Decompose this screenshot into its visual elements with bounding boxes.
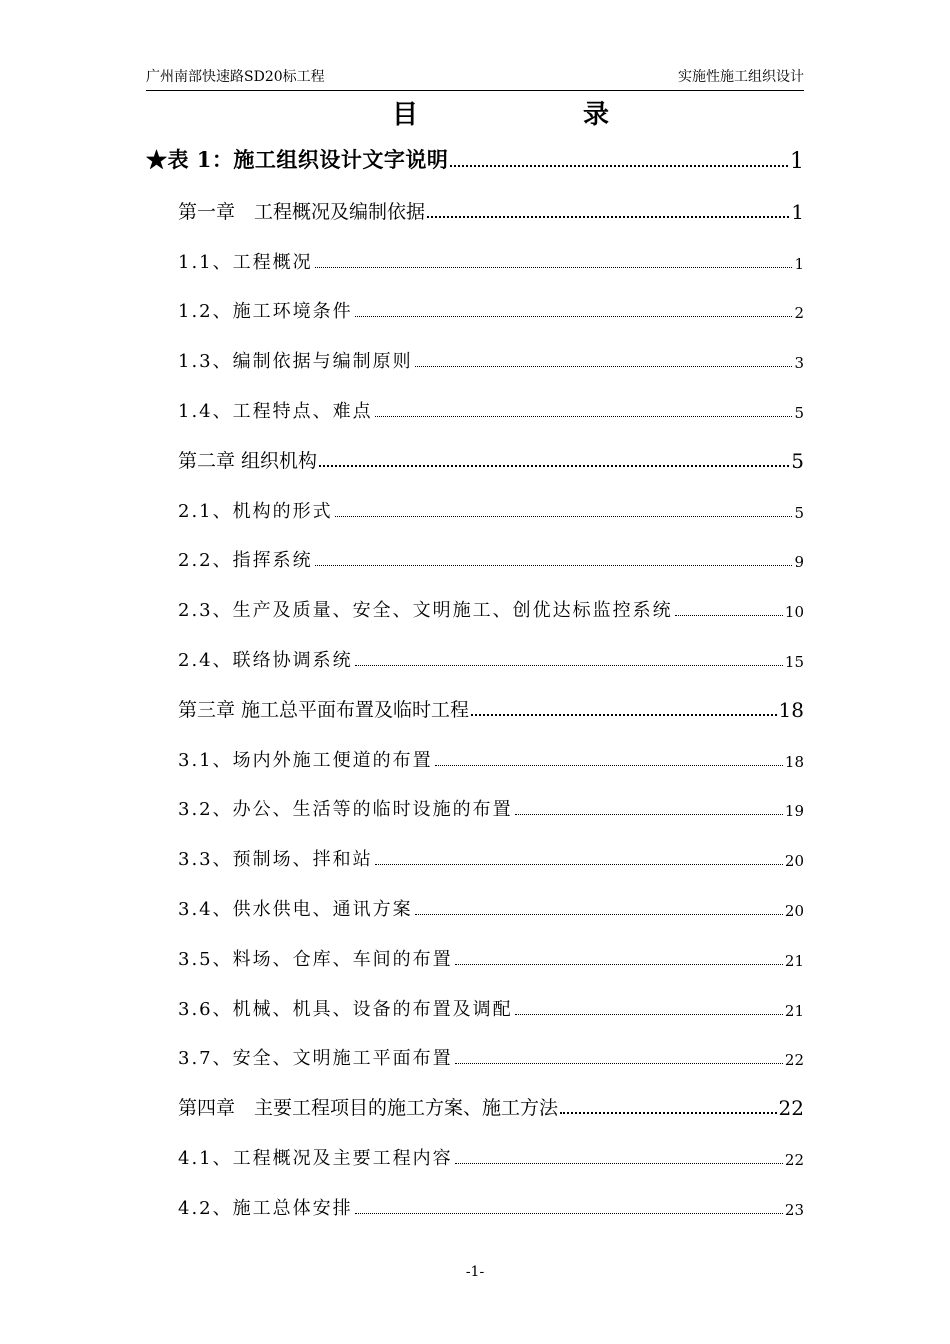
toc-entry-page-number: 20: [784, 852, 804, 871]
toc-dot-leader: [315, 565, 793, 566]
toc-dot-leader: [455, 964, 783, 965]
toc-entry-text: 3.6、机械、机具、设备的布置及调配: [178, 998, 513, 1020]
toc-title: [0, 100, 950, 130]
toc-subsection-entry[interactable]: [178, 887, 804, 921]
toc-dot-leader: [315, 267, 793, 268]
toc-dot-leader: [435, 765, 783, 766]
toc-entry-page-number: 19: [784, 802, 804, 821]
toc-dot-leader: [355, 1213, 783, 1214]
toc-entry-text: 第四章 主要工程项目的施工方案、施工方法: [178, 1097, 559, 1120]
toc-entry-page-number: 18: [784, 752, 804, 771]
toc-dot-leader: [515, 814, 783, 815]
toc-entry-page-number: 15: [784, 653, 804, 671]
toc-entry-page-number: 22: [784, 1151, 804, 1169]
toc-entry-text: 第三章 施工总平面布置及临时工程: [178, 698, 470, 721]
toc-entry-page-number: 9: [794, 553, 804, 572]
toc-entry-text: 3.5、料场、仓库、车间的布置: [178, 948, 453, 970]
toc-dot-leader: [355, 665, 783, 666]
toc-subsection-entry[interactable]: [178, 240, 804, 274]
toc-entry-text: 1.3、编制依据与编制原则: [178, 351, 413, 373]
toc-subsection-entry[interactable]: [178, 389, 804, 423]
toc-subsection-entry[interactable]: [178, 987, 804, 1021]
toc-entry-page-number: 10: [784, 603, 804, 622]
toc-entry-text: 3.7、安全、文明施工平面布置: [178, 1048, 453, 1070]
toc-entry-page-number: 22: [778, 1096, 804, 1121]
toc-entry-text: 2.3、生产及质量、安全、文明施工、创优达标监控系统: [178, 600, 673, 622]
toc-entry-page-number: 21: [784, 1001, 804, 1020]
toc-entry-page-number: 21: [784, 951, 804, 970]
toc-dot-leader: [675, 615, 783, 616]
toc-entry-text: 4.2、施工总体安排: [178, 1197, 353, 1219]
toc-subsection-entry[interactable]: [178, 787, 804, 821]
toc-entry-text: 1.1、工程概况: [178, 251, 313, 273]
toc-entry-text: 2.4、联络协调系统: [178, 650, 353, 671]
toc-entry-text: 3.2、办公、生活等的临时设施的布置: [178, 799, 513, 821]
toc-chapter-entry[interactable]: [178, 1086, 804, 1120]
toc-dot-leader: [415, 366, 793, 367]
toc-entry-text: 第二章 组织机构: [178, 449, 318, 472]
toc-entry-page-number: 2: [794, 304, 804, 323]
toc-dot-leader: [335, 516, 793, 517]
toc-subsection-entry[interactable]: [178, 738, 804, 772]
toc-entry-text: 3.4、供水供电、通讯方案: [178, 899, 413, 920]
toc-dot-leader: [427, 216, 789, 218]
toc-entry-text: 2.1、机构的形式: [178, 500, 333, 522]
toc-subsection-entry[interactable]: [178, 1186, 804, 1220]
toc-subsection-entry[interactable]: [178, 1036, 804, 1070]
toc-title-char-2: 录: [583, 100, 610, 130]
toc-dot-leader: [455, 1163, 783, 1164]
page-header: [146, 64, 804, 91]
toc-entry-text: 第一章 工程概况及编制依据: [178, 200, 426, 223]
toc-subsection-entry[interactable]: [178, 339, 804, 373]
toc-section-heading[interactable]: [146, 140, 804, 174]
toc-entry-page-number: 5: [794, 503, 804, 522]
toc-entry-page-number: 1: [794, 254, 804, 273]
header-project-name: 广州南部快速路SD20标工程: [146, 69, 325, 85]
toc-subsection-entry[interactable]: [178, 638, 804, 672]
toc-entry-page-number: 5: [791, 448, 804, 473]
toc-dot-leader: [471, 714, 777, 716]
toc-subsection-entry[interactable]: [178, 588, 804, 622]
toc-subsection-entry[interactable]: [178, 489, 804, 523]
toc-entry-text: 4.1、工程概况及主要工程内容: [178, 1148, 453, 1169]
toc-entry-page-number: 18: [778, 697, 804, 722]
toc-entry-text: 3.3、预制场、拌和站: [178, 849, 373, 871]
toc-entry-page-number: 22: [784, 1051, 804, 1070]
toc-entry-text: 2.2、指挥系统: [178, 550, 313, 572]
toc-subsection-entry[interactable]: [178, 837, 804, 871]
toc-dot-leader: [450, 165, 788, 167]
toc-dot-leader: [375, 864, 783, 865]
toc-entry-page-number: 23: [784, 1200, 804, 1219]
toc-subsection-entry[interactable]: [178, 937, 804, 971]
toc-dot-leader: [560, 1112, 777, 1114]
toc-chapter-entry[interactable]: [178, 190, 804, 224]
toc-entry-page-number: 3: [794, 354, 804, 373]
toc-subsection-entry[interactable]: [178, 289, 804, 323]
toc-dot-leader: [415, 914, 783, 915]
toc-dot-leader: [375, 416, 793, 417]
toc-chapter-entry[interactable]: [178, 688, 804, 722]
toc-subsection-entry[interactable]: [178, 538, 804, 572]
toc-entry-page-number: 20: [784, 902, 804, 920]
toc-title-char-1: 目: [392, 100, 419, 130]
page-number: -1-: [465, 1264, 485, 1280]
toc-entry-text: 3.1、场内外施工便道的布置: [178, 749, 433, 771]
toc-dot-leader: [319, 465, 789, 467]
toc-dot-leader: [455, 1063, 783, 1064]
toc-chapter-entry[interactable]: [178, 439, 804, 473]
toc-entry-text: ★表 1：施工组织设计文字说明: [146, 147, 449, 172]
toc-dot-leader: [515, 1014, 783, 1015]
toc-entry-text: 1.4、工程特点、难点: [178, 401, 373, 422]
header-document-type: 实施性施工组织设计: [678, 69, 804, 85]
toc-entry-page-number: 5: [794, 404, 804, 422]
toc-dot-leader: [355, 316, 793, 317]
toc-entry-page-number: 1: [791, 199, 804, 224]
toc-entry-text: 1.2、施工环境条件: [178, 301, 353, 323]
toc-subsection-entry[interactable]: [178, 1136, 804, 1170]
toc-entry-page-number: 1: [790, 149, 804, 174]
